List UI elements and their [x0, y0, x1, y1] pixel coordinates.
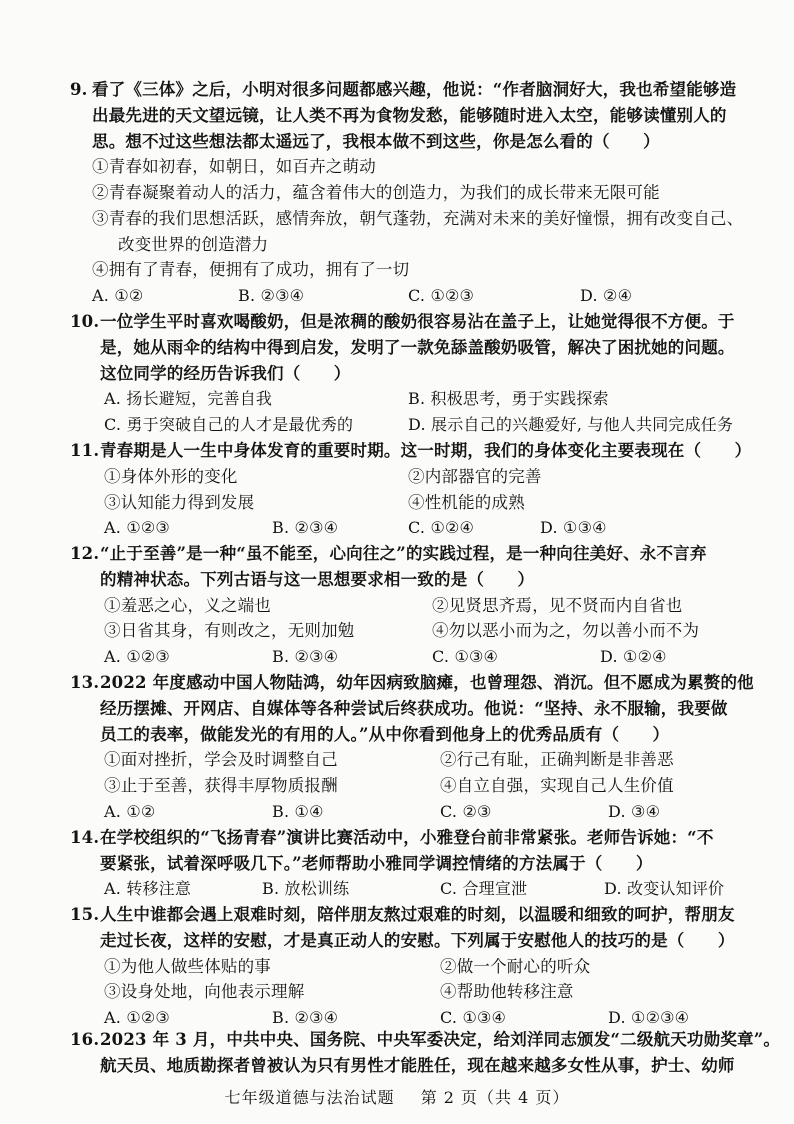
statement: ②行己有耻，正确判断是非善恶: [440, 750, 674, 770]
question-stem-line: 青春期是人一生中身体发育的重要时期。这一时期，我们的身体变化主要表现在（ ）: [100, 440, 752, 460]
option-d: D. ②④: [580, 286, 633, 306]
option-d: D. ①②③④: [608, 1008, 690, 1028]
option-b: B. ②③④: [238, 286, 305, 306]
footer-page-number: 第 2 页（共 4 页）: [420, 1088, 570, 1107]
statement: ④勿以恶小而为之，勿以善小而不为: [432, 621, 700, 641]
option-d: D. 改变认知评价: [604, 879, 725, 899]
statement: ①为他人做些体贴的事: [104, 956, 271, 976]
question-number: 14.: [70, 827, 100, 847]
question-stem-line: 人生中谁都会遇上艰难时刻，陪伴朋友熬过艰难的时刻，以温暖和细致的呵护，帮朋友: [100, 905, 735, 925]
option-c: C. 勇于突破自己的人才是最优秀的: [104, 415, 354, 435]
statement: ④性机能的成熟: [408, 492, 525, 512]
statement: ②青春凝聚着动人的活力，蕴含着伟大的创造力，为我们的成长带来无限可能: [92, 183, 660, 203]
question-stem-line: 航天员、地质勘探者曾被认为只有男性才能胜任，现在越来越多女性从事，护士、幼师: [100, 1056, 735, 1075]
option-a: A. ①②: [92, 286, 144, 306]
question-stem-line: 的精神状态。下列古语与这一思想要求相一致的是（ ）: [100, 569, 535, 589]
question-number: 11.: [70, 440, 100, 460]
statement: ③设身处地，向他表示理解: [104, 982, 305, 1002]
option-a: A. 转移注意: [104, 879, 192, 899]
question-number: 16.: [70, 1030, 100, 1049]
statement: ③日省其身，有则改之，无则加勉: [104, 621, 355, 641]
option-b: B. ①④: [272, 801, 324, 821]
option-a: A. ①②③: [104, 647, 170, 667]
question-stem-line: 出最先进的天文望远镜，让人类不再为食物发愁，能够随时进入太空，能够读懂别人的: [92, 105, 727, 125]
question-number: 12.: [70, 544, 100, 564]
option-d: D. ①③④: [540, 518, 607, 538]
option-b: B. ②③④: [272, 647, 339, 667]
question-number: 13.: [70, 673, 100, 693]
option-a: A. 扬长避短，完善自我: [104, 389, 273, 409]
question-stem-line: 看了《三体》之后，小明对很多问题都感兴趣，他说：“作者脑洞好大，我也希望能够造: [92, 80, 737, 99]
statement: ③止于至善，获得丰厚物质报酬: [104, 776, 338, 796]
question-stem-line: 是，她从雨伞的结构中得到启发，发明了一款免舔盖酸奶吸管，解决了困扰她的问题。: [100, 337, 735, 357]
statement: ①面对挫折，学会及时调整自己: [104, 750, 338, 770]
question-stem-line: 思。想不过这些想法都太遥远了，我根本做不到这些，你是怎么看的（ ）: [92, 131, 660, 151]
page-footer: [0, 1085, 794, 1108]
option-a: A. ①②③: [104, 1008, 170, 1028]
question-stem-line: 一位学生平时喜欢喝酸奶，但是浓稠的酸奶很容易沾在盖子上，让她觉得很不方便。于: [100, 312, 735, 332]
question-stem-line: 要紧张，试着深呼吸几下。”老师帮助小雅同学调控情绪的方法属于（ ）: [100, 853, 653, 873]
option-d: D. ③④: [608, 801, 661, 821]
statement: ②做一个耐心的听众: [440, 956, 591, 976]
statement: ④自立自强，实现自己人生价值: [440, 776, 674, 796]
option-a: A. ①②③: [104, 518, 170, 538]
option-c: C. ①③④: [432, 647, 499, 667]
statement: ④拥有了青春，便拥有了成功，拥有了一切: [92, 260, 410, 280]
question-stem-line: 这位同学的经历告诉我们（ ）: [100, 363, 351, 383]
option-b: B. ②③④: [272, 518, 339, 538]
question-number: 15.: [70, 905, 100, 925]
option-c: C. ①③④: [440, 1008, 507, 1028]
option-c: C. ①②④: [408, 518, 475, 538]
statement: ③认知能力得到发展: [104, 492, 255, 512]
statement: ②见贤思齐焉，见不贤而内自省也: [432, 595, 683, 615]
statement: ①青春如初春，如朝日，如百卉之萌动: [92, 157, 376, 177]
option-c: C. 合理宣泄: [440, 879, 528, 899]
question-stem-line: 经历摆摊、开网店、自媒体等各种尝试后终获成功。他说：“坚持、永不服输，我要做: [100, 698, 728, 718]
question-stem-line: “止于至善”是一种“虽不能至，心向往之”的实践过程，是一种向往美好、永不言弃: [100, 544, 707, 564]
option-b: B. ②③④: [272, 1008, 339, 1028]
question-stem-line: 员工的表率，做能发光的有用的人。”从中你看到他身上的优秀品质有（ ）: [100, 724, 670, 744]
option-d: D. ①②④: [600, 647, 667, 667]
statement: ①身体外形的变化: [104, 466, 238, 486]
question-stem-line: 在学校组织的“飞扬青春”演讲比赛活动中，小雅登台前非常紧张。老师告诉她：“不: [100, 827, 714, 847]
statement: ④帮助他转移注意: [440, 982, 574, 1002]
option-b: B. 放松训练: [262, 879, 350, 899]
option-a: A. ①②: [104, 801, 156, 821]
statement: ①羞恶之心，义之端也: [104, 595, 271, 615]
option-c: C. ①②③: [408, 286, 475, 306]
question-stem-line: 2022 年度感动中国人物陆鸿，幼年因病致脑瘫，也曾理怨、消沉。但不愿成为累赘的他: [100, 673, 754, 693]
question-stem-line: 走过长夜，这样的安慰，才是真正动人的安慰。下列属于安慰他人的技巧的是（ ）: [100, 930, 735, 950]
statement: ③青春的我们思想活跃，感情奔放，朝气蓬勃，充满对未来的美好憧憬，拥有改变自己、: [92, 208, 744, 228]
option-d: D. 展示自己的兴趣爱好, 与他人共同完成任务: [408, 415, 734, 435]
question-number: 10.: [70, 312, 100, 332]
statement: ②内部器官的完善: [408, 466, 542, 486]
question-number: 9.: [70, 80, 88, 99]
footer-subject: 七年级道德与法治试题: [224, 1088, 395, 1107]
question-stem-line: 2023 年 3 月，中共中央、国务院、中央军委决定，给刘洋同志颁发“二级航天功勋奖章”。: [100, 1030, 781, 1049]
option-b: B. 积极思考，勇于实践探索: [408, 389, 609, 409]
statement: 改变世界的创造潜力: [118, 234, 269, 254]
option-c: C. ②③: [440, 801, 492, 821]
